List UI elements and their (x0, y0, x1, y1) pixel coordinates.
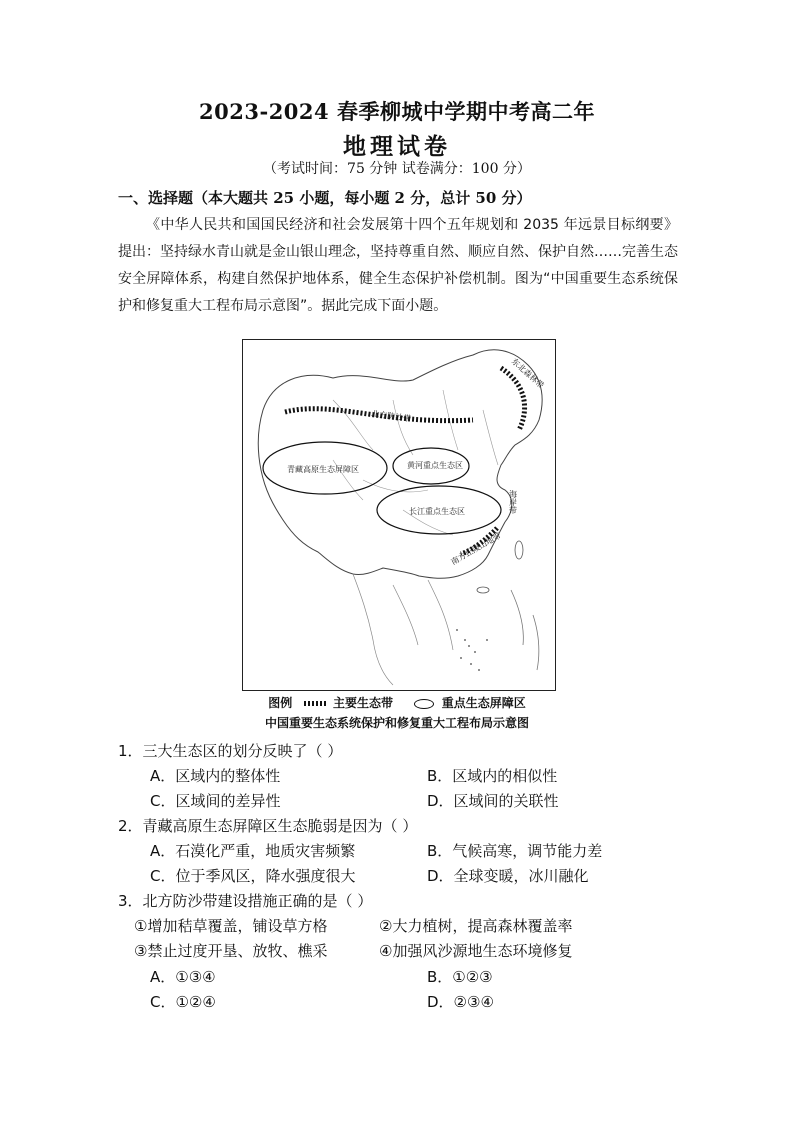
legend-zone-label: 重点生态屏障区 (441, 696, 526, 710)
map-caption: 中国重要生态系统保护和修复重大工程布局示意图 (264, 716, 529, 730)
question-3-statement-2: ②大力植树，提高森林覆盖率 (379, 917, 573, 935)
northeast-forest-belt (501, 368, 525, 430)
zone-swatch-icon (414, 699, 434, 709)
question-3-option-c: C．①②④ (150, 993, 216, 1011)
legend-prefix: 图例 (268, 696, 293, 710)
map-legend (0, 694, 794, 711)
question-3-statement-3: ③禁止过度开垦、放牧、樵采 (134, 942, 328, 960)
question-2-option-d: D．全球变暖，冰川融化 (427, 867, 589, 885)
question-3-option-b: B．①②③ (427, 968, 493, 986)
map-label-south-hills: 南方丘陵山地带 (449, 530, 503, 567)
question-3-option-a: A．①③④ (150, 968, 216, 986)
question-3-statement-4: ④加强风沙源地生态环境修复 (379, 942, 573, 960)
legend-belt-label: 主要生态带 (332, 696, 393, 710)
china-map-svg (243, 340, 555, 690)
map-label-yangtze: 长江重点生态区 (409, 507, 465, 516)
question-1-option-a: A．区域内的整体性 (150, 767, 281, 785)
question-1-option-c: C．区域间的差异性 (150, 792, 281, 810)
question-2-option-c: C．位于季风区，降水强度很大 (150, 867, 356, 885)
question-3-option-d: D．②③④ (427, 993, 494, 1011)
question-2-stem: 2．青藏高原生态屏障区生态脆弱是因为（ ） (118, 817, 418, 835)
question-2-option-a: A．石漠化严重，地质灾害频繁 (150, 842, 356, 860)
section-heading: 一、选择题（本大题共 25 小题，每小题 2 分，总计 50 分） (118, 189, 532, 207)
intro-paragraph: 《中华人民共和国国民经济和社会发展第十四个五年规划和 2035 年远景目标纲要》提出：坚持绿水青山就是金山银山理念，坚持尊重自然、顺应自然、保护自然……完善生态安全屏障体系，构建自然保护地体系，健全生态保护补偿机制。图为“中国重要生态系统保护和修复重大工程布局示意图”。据此完成下面小题。 (118, 217, 678, 314)
map-label-north-sand: 北方防沙带 (370, 409, 412, 424)
map-label-northeast: 东北森林带 (509, 356, 546, 391)
question-1-stem: 1．三大生态区的划分反映了（ ） (118, 742, 343, 760)
map-figure (242, 339, 556, 691)
question-1-option-b: B．区域内的相似性 (427, 767, 558, 785)
question-3-statement-1: ①增加秸草覆盖，铺设草方格 (134, 917, 328, 935)
map-label-qinghai: 青藏高原生态屏障区 (287, 465, 359, 474)
map-label-coastal: 海岸带 (508, 490, 518, 514)
map-label-yellow: 黄河重点生态区 (407, 461, 463, 470)
belt-swatch-icon (304, 701, 326, 706)
subject-title: 地理试卷 (343, 133, 451, 160)
question-1-option-d: D．区域间的关联性 (427, 792, 559, 810)
exam-title: 2023-2024 春季柳城中学期中考高二年 (199, 99, 595, 124)
question-3-stem: 3．北方防沙带建设措施正确的是（ ） (118, 892, 373, 910)
exam-info: （考试时间：75 分钟 试卷满分：100 分） (263, 161, 531, 177)
question-2-option-b: B．气候高寒，调节能力差 (427, 842, 603, 860)
